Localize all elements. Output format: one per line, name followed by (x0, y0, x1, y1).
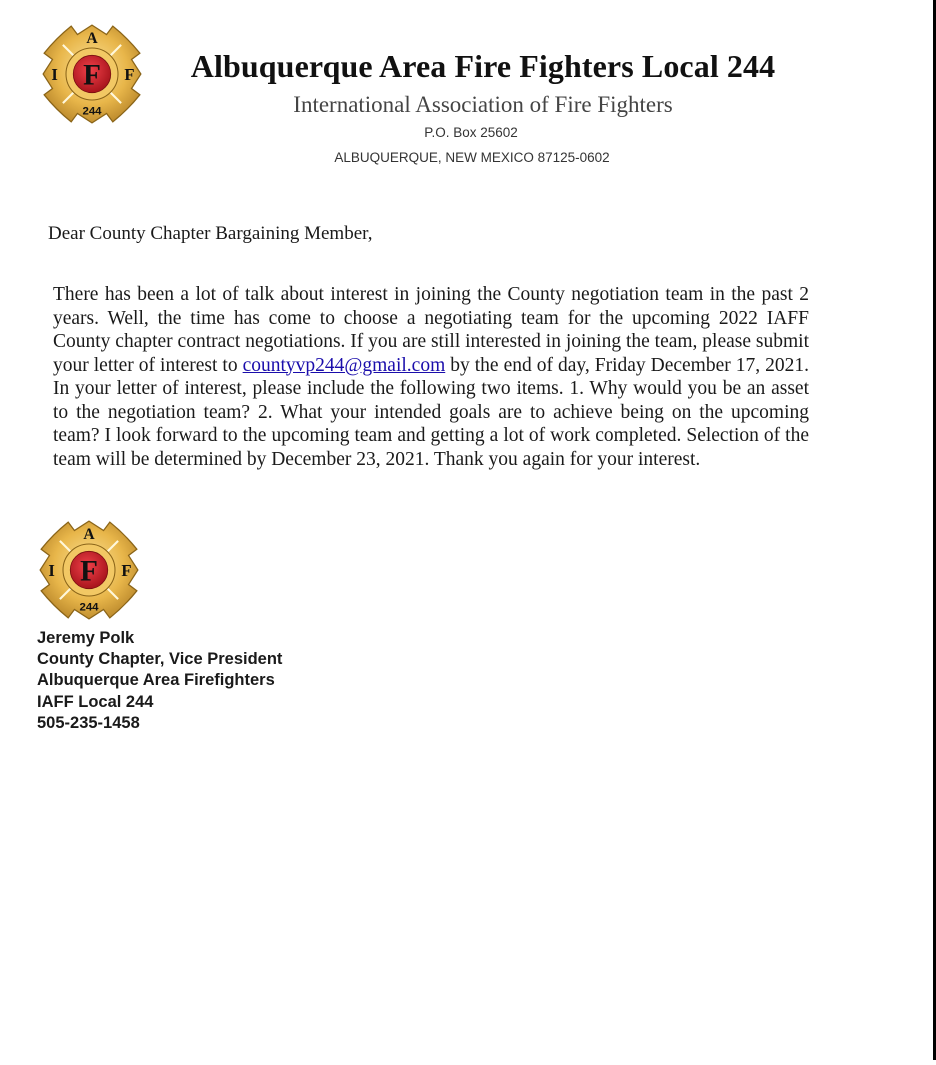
letterhead-title: Albuquerque Area Fire Fighters Local 244 (190, 48, 776, 84)
letter-body-part-1: There has been a lot of talk about interest in joining the County negotiation team in the past 2 years. Well, the time has come to choose a negotiating team for the upcoming 2022 IAFF County chapter contract negotiations. If you are still interested in joining the team, please submit your letter of interest to (53, 284, 809, 376)
letterhead-po-box: P.O. Box 25602 (424, 125, 518, 140)
svg-text:A: A (86, 29, 98, 47)
svg-text:A: A (83, 525, 95, 543)
email-link[interactable]: countyvp244@gmail.com (242, 354, 446, 376)
letter-salutation: Dear County Chapter Bargaining Member, (48, 223, 373, 244)
signature-block (37, 628, 282, 734)
letterhead-city-address: ALBUQUERQUE, NEW MEXICO 87125-0602 (334, 150, 610, 165)
svg-text:F: F (124, 65, 135, 85)
signature-phone: 505-235-1458 (37, 713, 140, 732)
svg-text:F: F (121, 561, 132, 581)
iaff-badge-icon (37, 518, 141, 622)
svg-text:I: I (51, 65, 58, 85)
letter-body-part-2: by the end of day, Friday December 17, 2021. In your letter of interest, please include the following two items. 1. Why would you be an asset to the negotiation team? 2. What your intended goals are to achieve being on the upcoming team? I look forward to the upcoming team and getting a lot of work completed. Selection of the team will be determined by December 23, 2021. Thank you again for your interest. (53, 354, 810, 470)
signature-name: Jeremy Polk (37, 629, 135, 647)
svg-text:F: F (83, 59, 101, 92)
svg-text:F: F (80, 555, 98, 588)
svg-text:244: 244 (82, 105, 102, 118)
svg-text:I: I (48, 561, 55, 581)
svg-text:244: 244 (79, 601, 99, 614)
letterhead-subtitle: International Association of Fire Fighters (293, 92, 673, 117)
signature-title: County Chapter, Vice President (37, 650, 283, 669)
letter-body (53, 283, 809, 471)
signature-local: IAFF Local 244 (37, 692, 154, 711)
signature-organization: Albuquerque Area Firefighters (37, 671, 275, 690)
